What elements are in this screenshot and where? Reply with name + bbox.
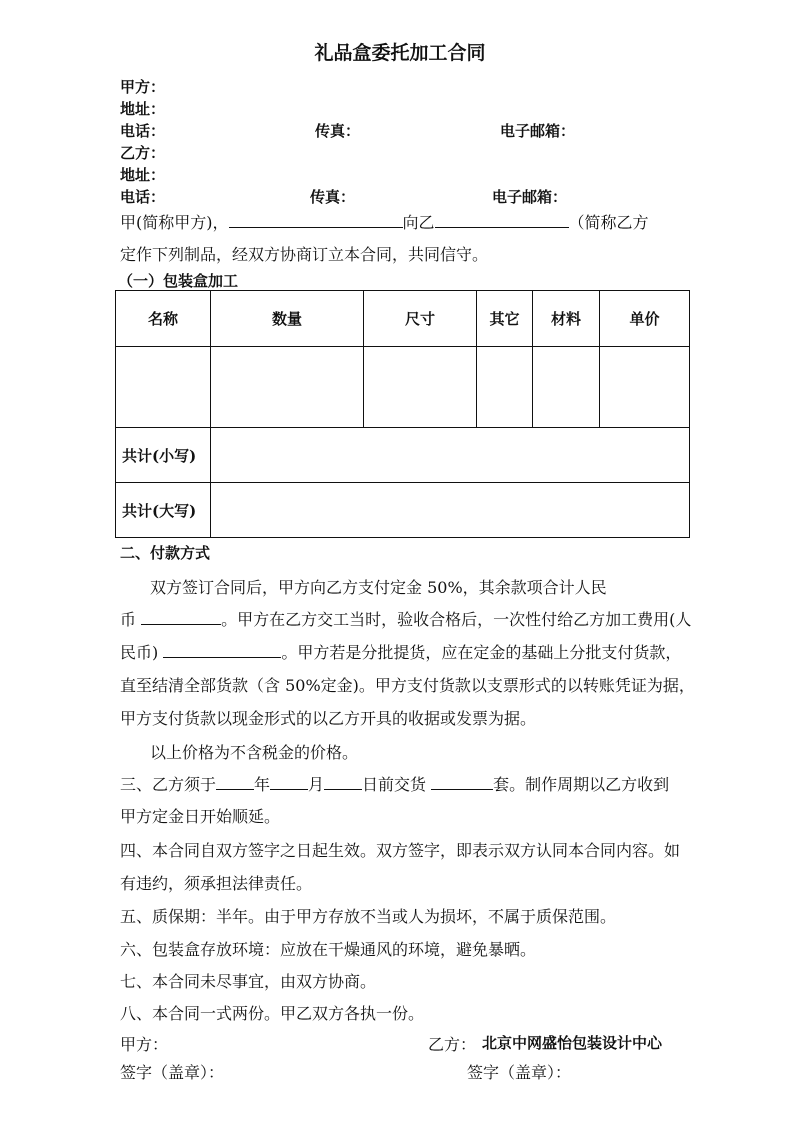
cell-other[interactable] — [477, 347, 533, 428]
party-b-fax-label: 传真： — [310, 188, 356, 206]
section3-month: 月 — [308, 775, 325, 794]
total-big-label: 共计(大写) — [116, 483, 211, 538]
party-b-blank[interactable] — [435, 213, 569, 228]
sets-blank[interactable] — [431, 775, 493, 790]
fee-rmb-blank[interactable] — [163, 643, 281, 658]
section6: 六、包装盒存放环境：应放在干燥通风的环境，避免暴晒。 — [120, 940, 537, 959]
section3-prefix: 三、乙方须于 — [120, 775, 217, 794]
header-material: 材料 — [533, 291, 600, 347]
month-blank[interactable] — [270, 775, 308, 790]
section1-title: （一）包装盒加工 — [118, 272, 239, 290]
section2-l3-prefix: 民币) — [120, 643, 159, 662]
party-a-blank[interactable] — [229, 213, 403, 228]
section5: 五、质保期：半年。由于甲方存放不当或人为损坏，不属于质保范围。 — [120, 907, 617, 926]
party-b-phone-label: 电话： — [120, 188, 166, 206]
section3-line-2: 甲方定金日开始顺延。 — [120, 807, 281, 826]
page-title: 礼品盒委托加工合同 — [314, 42, 486, 64]
day-blank[interactable] — [324, 775, 362, 790]
total-rmb-blank[interactable] — [141, 610, 221, 625]
intro-line-1 — [120, 210, 649, 233]
section2-line-3 — [120, 640, 681, 663]
cell-material[interactable] — [533, 347, 600, 428]
header-unit-price: 单价 — [600, 291, 690, 347]
header-name: 名称 — [116, 291, 211, 347]
section2-tax-note: 以上价格为不含税金的价格。 — [150, 743, 359, 762]
section2-l2-suffix: 。甲方在乙方交工当时，验收合格后，一次性付给乙方加工费用(人 — [221, 610, 692, 629]
section2-line-4: 直至结清全部货款（含 50%定金)。甲方支付货款以支票形式的以转账凭证为据， — [120, 676, 695, 695]
sign-party-a-label: 甲方： — [120, 1035, 169, 1054]
cell-unit-price[interactable] — [600, 347, 690, 428]
party-b-email-label: 电子邮箱： — [492, 188, 568, 206]
intro-a-prefix: 甲(简称甲方)， — [120, 213, 229, 232]
year-blank[interactable] — [216, 775, 254, 790]
header-quantity: 数量 — [211, 291, 364, 347]
section8: 八、本合同一式两份。甲乙双方各执一份。 — [120, 1004, 425, 1023]
section2-line-2 — [120, 607, 691, 630]
section3-set: 套。制作周期以乙方收到 — [493, 775, 670, 794]
section3-line-1 — [120, 772, 669, 795]
intro-to-b: 向乙 — [402, 213, 435, 232]
items-table — [115, 290, 690, 538]
section7: 七、本合同未尽事宜，由双方协商。 — [120, 972, 377, 991]
cell-size[interactable] — [364, 347, 477, 428]
sign-party-a-seal: 签字（盖章）： — [120, 1063, 225, 1082]
section4-line-1: 四、本合同自双方签字之日起生效。双方签字，即表示双方认同本合同内容。如 — [120, 841, 681, 860]
intro-line-2: 定作下列制品，经双方协商订立本合同，共同信守。 — [120, 245, 489, 264]
intro-b-suffix: （简称乙方 — [568, 213, 649, 232]
party-a-name-label: 甲方： — [120, 78, 166, 96]
party-a-phone-label: 电话： — [120, 122, 166, 140]
section2-l2-prefix: 币 — [120, 610, 137, 629]
cell-name[interactable] — [116, 347, 211, 428]
total-big-value[interactable] — [211, 483, 690, 538]
section2-line-5: 甲方支付货款以现金形式的以乙方开具的收据或发票为据。 — [120, 709, 537, 728]
total-small-value[interactable] — [211, 428, 690, 483]
section2-l3-suffix: 。甲方若是分批提货，应在定金的基础上分批支付货款， — [281, 643, 682, 662]
section4-line-2: 有违约，须承担法律责任。 — [120, 874, 313, 893]
total-small-label: 共计(小写) — [116, 428, 211, 483]
section2-title: 二、付款方式 — [120, 544, 211, 562]
party-a-fax-label: 传真： — [315, 122, 361, 140]
party-a-email-label: 电子邮箱： — [500, 122, 576, 140]
sign-party-b-seal: 签字（盖章）： — [467, 1063, 572, 1082]
section2-line-1: 双方签订合同后，甲方向乙方支付定金 50%，其余款项合计人民 — [150, 578, 607, 597]
section3-year: 年 — [254, 775, 271, 794]
party-b-company-name: 北京中网盛怡包装设计中心 — [482, 1034, 663, 1052]
cell-quantity[interactable] — [211, 347, 364, 428]
party-b-name-label: 乙方： — [120, 144, 166, 162]
header-size: 尺寸 — [364, 291, 477, 347]
header-other: 其它 — [477, 291, 533, 347]
section3-day: 日前交货 — [362, 775, 427, 794]
party-b-address-label: 地址： — [120, 166, 166, 184]
sign-party-b-label: 乙方： — [428, 1035, 477, 1054]
party-a-address-label: 地址： — [120, 100, 166, 118]
